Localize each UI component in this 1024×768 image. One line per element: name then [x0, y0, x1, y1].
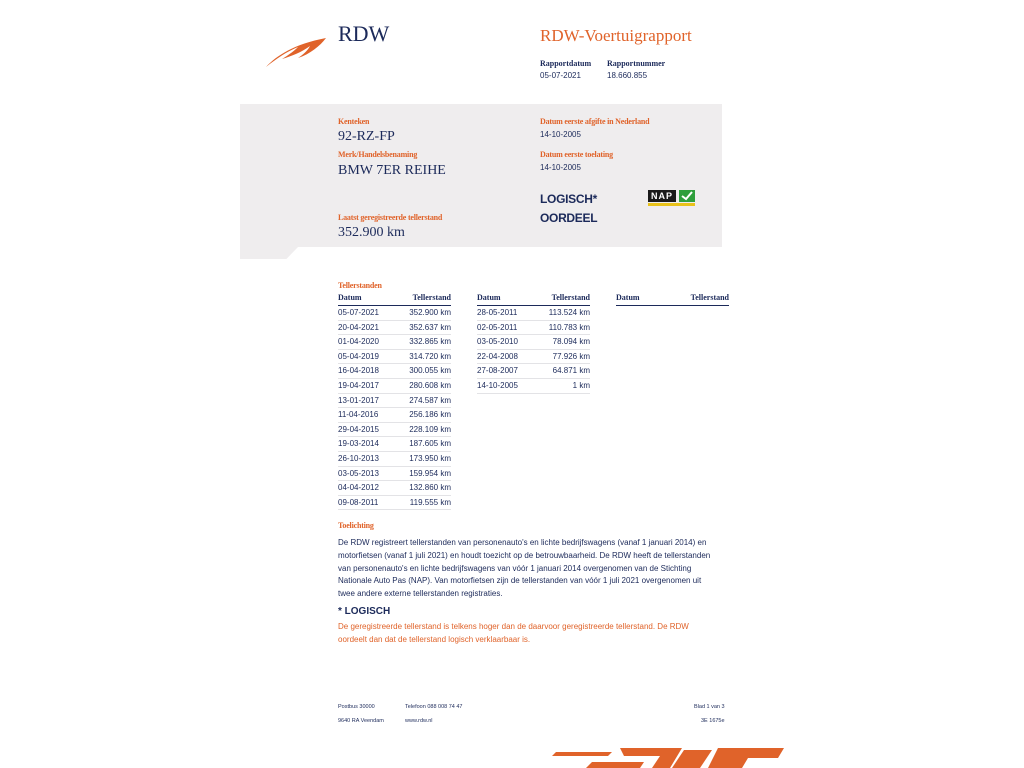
- plate-label: Kenteken: [338, 117, 370, 126]
- explanation-line: van personenauto's en lichte bedrijfswagens van vóór 1 januari 2014 overgenomen van de Stichting: [338, 563, 692, 573]
- table-row: [338, 496, 451, 511]
- row-date: 28-05-2011: [477, 308, 518, 317]
- row-date: 19-04-2017: [338, 380, 379, 390]
- table-row: [477, 335, 590, 350]
- rdw-feather-logo-icon: [264, 34, 330, 70]
- table-header: [616, 293, 729, 306]
- col-date: Datum: [616, 293, 640, 302]
- row-date: 29-04-2015: [338, 424, 379, 434]
- row-date: 13-01-2017: [338, 395, 379, 405]
- row-date: 04-04-2012: [338, 483, 379, 493]
- row-reading: 300.055 km: [409, 366, 451, 376]
- footer-postbus: Postbus 30000: [338, 704, 375, 710]
- verdict-line-1: LOGISCH*: [540, 192, 597, 206]
- table-row: [477, 364, 590, 379]
- first-nl-value: 14-10-2005: [540, 130, 581, 139]
- last-odo-value: 352.900 km: [338, 225, 405, 240]
- odometer-section-title: Tellerstanden: [338, 281, 382, 290]
- table-row: [338, 437, 451, 452]
- table-row: [338, 423, 451, 438]
- row-date: 26-10-2013: [338, 453, 379, 463]
- explanation-line: Nationale Auto Pas (NAP). Van motorfietsen zijn de tellerstanden van vóór 1 juli 2021 overgenomen uit: [338, 576, 702, 586]
- footer-code: 3E 1675e: [701, 718, 725, 724]
- row-reading: 78.094 km: [552, 337, 590, 347]
- table-row: [477, 321, 590, 336]
- col-date: Datum: [477, 293, 501, 302]
- explanation-line: motorfietsen (vanaf 1 juli 2021) en houdt toezicht op de betrouwbaarheid. De RDW heeft de tellerstanden: [338, 550, 711, 560]
- logisch-line: De geregistreerde tellerstand is telkens hoger dan de daarvoor geregistreerde tellerstand. De RDW: [338, 622, 689, 631]
- row-date: 09-08-2011: [338, 497, 379, 507]
- vehicle-summary-panel: [240, 104, 722, 247]
- row-reading: 187.605 km: [409, 439, 451, 449]
- row-reading: 314.720 km: [409, 351, 451, 361]
- row-reading: 280.608 km: [409, 380, 451, 390]
- odometer-table-1: [338, 293, 451, 510]
- table-row: [338, 379, 451, 394]
- logisch-title: * LOGISCH: [338, 606, 391, 617]
- nap-badge-text: NAP: [648, 190, 676, 202]
- last-odo-label: Laatst geregistreerde tellerstand: [338, 213, 443, 222]
- table-row: [338, 467, 451, 482]
- row-date: 16-04-2018: [338, 366, 379, 376]
- row-reading: 274.587 km: [409, 395, 451, 405]
- col-reading: Tellerstand: [551, 293, 590, 302]
- row-reading: 173.950 km: [409, 453, 451, 463]
- row-date: 03-05-2010: [477, 337, 518, 347]
- table-row: [338, 481, 451, 496]
- table-row: [477, 350, 590, 365]
- row-reading: 77.926 km: [552, 351, 590, 361]
- first-admission-label: Datum eerste toelating: [540, 150, 613, 159]
- table-row: [338, 321, 451, 336]
- make-value: BMW 7ER REIHE: [338, 163, 446, 178]
- plate-value: 92-RZ-FP: [338, 129, 395, 144]
- row-date: 20-04-2021: [338, 322, 379, 332]
- row-date: 14-10-2005: [477, 380, 518, 390]
- table-row: [338, 394, 451, 409]
- row-reading: 352.900 km: [409, 308, 451, 317]
- col-reading: Tellerstand: [690, 293, 729, 302]
- row-reading: 332.865 km: [409, 337, 451, 347]
- row-reading: 228.109 km: [409, 424, 451, 434]
- report-number: 18.660.855: [607, 71, 648, 80]
- table-header: [338, 293, 451, 306]
- row-reading: 113.524 km: [548, 308, 590, 317]
- row-reading: 352.637 km: [409, 322, 451, 332]
- report-date: 05-07-2021: [540, 71, 581, 80]
- row-date: 19-03-2014: [338, 439, 379, 449]
- table-row: [338, 452, 451, 467]
- make-label: Merk/Handelsbenaming: [338, 150, 418, 159]
- first-admission-value: 14-10-2005: [540, 163, 581, 172]
- col-reading: Tellerstand: [412, 293, 451, 302]
- row-reading: 119.555 km: [409, 497, 451, 507]
- logisch-line: oordeelt dan dat de tellerstand logisch verklaarbaar is.: [338, 634, 531, 644]
- row-date: 05-07-2021: [338, 308, 379, 317]
- explanation-line: twee andere externe tellerstanden registraties.: [338, 589, 503, 599]
- footer-page: Blad 1 van 3: [694, 704, 725, 710]
- table-row: [338, 364, 451, 379]
- odometer-table-2: [477, 293, 590, 394]
- panel-notch: [240, 247, 298, 259]
- row-reading: 159.954 km: [409, 468, 451, 478]
- table-row: [477, 379, 590, 394]
- row-reading: 1 km: [572, 380, 590, 390]
- explanation-title: Toelichting: [338, 521, 374, 530]
- table-row: [338, 408, 451, 423]
- logisch-text: [338, 621, 738, 647]
- report-date-label: Rapportdatum: [540, 59, 592, 68]
- explanation-text: [338, 537, 738, 601]
- table-row: [338, 350, 451, 365]
- report-number-label: Rapportnummer: [607, 59, 666, 68]
- row-reading: 110.783 km: [548, 322, 590, 332]
- row-reading: 256.186 km: [409, 410, 451, 420]
- explanation-line: De RDW registreert tellerstanden van personenauto's en lichte bedrijfswagens (vanaf 1 januari 2014) en: [338, 538, 707, 547]
- verdict-line-2: OORDEEL: [540, 211, 598, 225]
- table-row: [338, 306, 451, 321]
- row-date: 01-04-2020: [338, 337, 379, 347]
- report-title: RDW-Voertuigrapport: [540, 26, 692, 45]
- table-row: [338, 335, 451, 350]
- decorative-stripes-icon: [552, 746, 784, 768]
- footer-website[interactable]: www.rdw.nl: [405, 718, 433, 724]
- row-date: 22-04-2008: [477, 351, 518, 361]
- row-date: 03-05-2013: [338, 468, 379, 478]
- first-nl-label: Datum eerste afgifte in Nederland: [540, 117, 650, 126]
- table-row: [477, 306, 590, 321]
- table-header: [477, 293, 590, 306]
- row-reading: 132.860 km: [409, 483, 451, 493]
- check-icon: [679, 190, 695, 202]
- row-date: 11-04-2016: [338, 410, 379, 420]
- row-date: 02-05-2011: [477, 322, 518, 332]
- logo-text: RDW: [338, 21, 390, 46]
- footer-phone: Telefoon 088 008 74 47: [405, 704, 463, 710]
- footer-city: 9640 RA Veendam: [338, 718, 384, 724]
- nap-badge: [648, 190, 696, 207]
- odometer-table-3: [616, 293, 729, 306]
- col-date: Datum: [338, 293, 362, 302]
- nap-underline: [648, 203, 695, 206]
- row-reading: 64.871 km: [552, 366, 590, 376]
- row-date: 27-08-2007: [477, 366, 518, 376]
- row-date: 05-04-2019: [338, 351, 379, 361]
